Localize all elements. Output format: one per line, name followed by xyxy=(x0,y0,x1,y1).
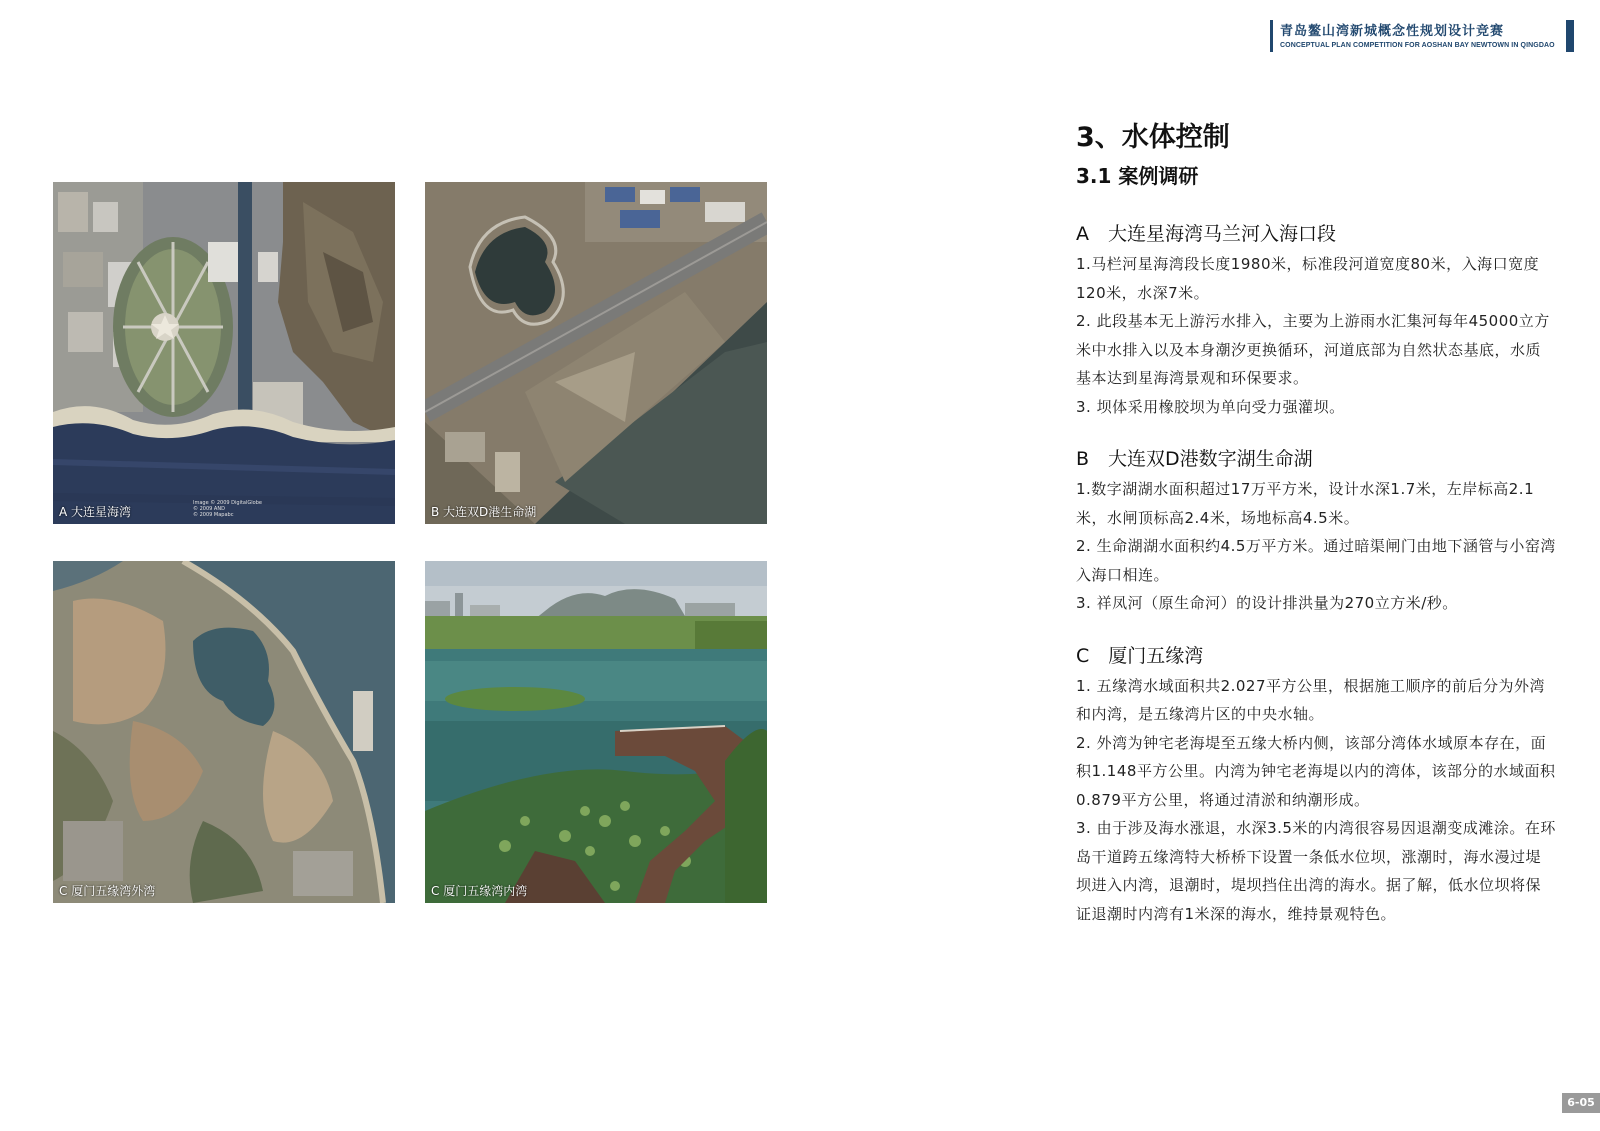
satellite-image-wuyuan-outer xyxy=(53,561,395,903)
case-paragraph: 2. 外湾为钟宅老海堤至五缘大桥内侧，该部分湾体水域原本存在，面积1.148平方公里。内湾为钟宅老海堤以内的湾体，该部分的水域面积0.879平方公里，将通过清淤和纳潮形成。 xyxy=(1076,733,1556,809)
case-section-c xyxy=(1076,642,1556,929)
credit-line: Image © 2009 DigitalGlobe xyxy=(193,500,262,506)
case-paragraph: 2. 此段基本无上游污水排入，主要为上游雨水汇集河每年45000立方米中水排入以及本身潮汐更换循环，河道底部为自然状态基底，水质基本达到星海湾景观和环保要求。 xyxy=(1076,312,1550,387)
case-title: B 大连双D港数字湖生命湖 xyxy=(1076,448,1313,470)
competition-header xyxy=(1270,18,1560,56)
competition-title-en: CONCEPTUAL PLAN COMPETITION FOR AOSHAN BAY NEWTOWN IN QINGDAO xyxy=(1280,42,1555,49)
photo-dalian-xinghai-bay xyxy=(53,182,395,524)
competition-title-cn: 青岛鳌山湾新城概念性规划设计竞赛 xyxy=(1280,24,1505,39)
credit-line: © 2009 Mapabc xyxy=(193,512,234,518)
case-paragraph: 1.数字湖湖水面积超过17万平方米，设计水深1.7米，左岸标高2.1米，水闸顶标高2.4米，场地标高4.5米。 xyxy=(1076,480,1535,527)
satellite-image-xinghai xyxy=(53,182,395,524)
case-paragraph: 3. 由于涉及海水涨退，水深3.5米的内湾很容易因退潮变成滩涂。在环岛干道跨五缘湾特大桥桥下设置一条低水位坝，涨潮时，海水漫过堤坝进入内湾，退潮时，堤坝挡住出湾的海水。据了解，低水位坝将保证退潮时内湾有1米深的海水，维持景观特色。 xyxy=(1076,819,1556,923)
photo-xiamen-outer-bay xyxy=(53,561,395,903)
case-section-a xyxy=(1076,220,1556,421)
section-heading: 3、水体控制 xyxy=(1076,122,1230,153)
header-accent-line xyxy=(1270,20,1273,52)
header-accent-bar xyxy=(1566,20,1574,52)
case-section-b xyxy=(1076,445,1556,618)
photo-caption-b: B 大连双D港生命湖 xyxy=(431,505,537,519)
case-paragraph: 2. 生命湖湖水面积约4.5万平方米。通过暗渠闸门由地下涵管与小窑湾入海口相连。 xyxy=(1076,537,1556,584)
photo-credit-a xyxy=(193,500,262,518)
landscape-photo-wuyuan-inner xyxy=(425,561,767,903)
photo-caption-c: C 厦门五缘湾外湾 xyxy=(59,884,156,898)
page-number: 6-05 xyxy=(1562,1093,1600,1113)
credit-line: © 2009 AND xyxy=(193,506,225,512)
photo-caption-d: C 厦门五缘湾内湾 xyxy=(431,884,528,898)
photo-caption-a: A 大连星海湾 xyxy=(59,505,132,519)
photo-xiamen-inner-bay xyxy=(425,561,767,903)
case-title: C 厦门五缘湾 xyxy=(1076,644,1204,667)
satellite-image-shuangd xyxy=(425,182,767,524)
photo-dalian-shuangd-lake xyxy=(425,182,767,524)
case-paragraph: 1. 五缘湾水域面积共2.027平方公里，根据施工顺序的前后分为外湾和内湾，是五缘湾片区的中央水轴。 xyxy=(1076,676,1546,723)
section-subheading: 3.1 案例调研 xyxy=(1076,164,1199,188)
case-paragraph: 1.马栏河星海湾段长度1980米，标准段河道宽度80米，入海口宽度120米，水深7米。 xyxy=(1076,255,1540,302)
content-column xyxy=(1076,118,1556,928)
case-paragraph: 3. 坝体采用橡胶坝为单向受力强灌坝。 xyxy=(1076,397,1345,416)
case-title: A 大连星海湾马兰河入海口段 xyxy=(1076,223,1336,245)
case-paragraph: 3. 祥凤河（原生命河）的设计排洪量为270立方米/秒。 xyxy=(1076,594,1458,612)
